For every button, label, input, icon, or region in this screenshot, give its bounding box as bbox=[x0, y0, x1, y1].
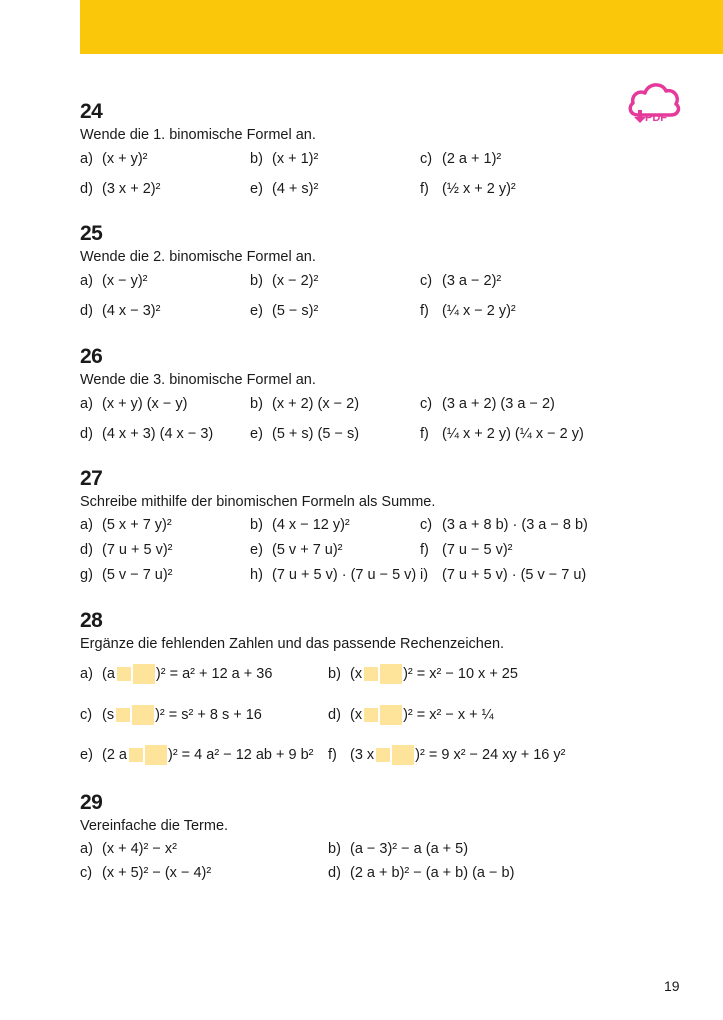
exercise-number: 26 bbox=[80, 345, 103, 368]
exercise-24 bbox=[80, 100, 316, 144]
exercise-instruction: Wende die 3. binomische Formel an. bbox=[80, 372, 316, 388]
exercise-item: i) (7 u + 5 v) · (5 v − 7 u) bbox=[420, 567, 587, 583]
exercise-item: c) (3 a − 2)² bbox=[420, 273, 502, 289]
exercise-item: e) (5 − s)² bbox=[250, 303, 319, 319]
top-color-bar bbox=[80, 0, 723, 54]
exercise-28 bbox=[80, 609, 504, 653]
exercise-number: 27 bbox=[80, 467, 103, 490]
exercise-item: e) (5 + s) (5 − s) bbox=[250, 426, 360, 442]
exercise-number: 25 bbox=[80, 222, 103, 245]
exercise-instruction: Wende die 2. binomische Formel an. bbox=[80, 249, 316, 265]
pdf-label: PDF bbox=[645, 112, 667, 124]
exercise-item: b) (x − 2)² bbox=[250, 273, 319, 289]
number-blank[interactable] bbox=[380, 664, 402, 684]
exercise-26 bbox=[80, 345, 316, 389]
operator-blank[interactable] bbox=[116, 708, 130, 722]
fill-in-item: e) (2 a )² = 4 a² − 12 ab + 9 b² bbox=[80, 745, 314, 765]
exercise-item: a) (x + 4)² − x² bbox=[80, 841, 177, 857]
exercise-number: 29 bbox=[80, 791, 103, 814]
exercise-item: d) (4 x − 3)² bbox=[80, 303, 161, 319]
exercise-item: a) (x + y) (x − y) bbox=[80, 396, 188, 412]
exercise-item: f) (½ x + 2 y)² bbox=[420, 181, 516, 197]
exercise-29 bbox=[80, 791, 228, 835]
exercise-item: g) (5 v − 7 u)² bbox=[80, 567, 173, 583]
fill-in-item: f) (3 x )² = 9 x² − 24 xy + 16 y² bbox=[328, 745, 565, 765]
exercise-number: 28 bbox=[80, 609, 103, 632]
number-blank[interactable] bbox=[145, 745, 167, 765]
exercise-item: d) (3 x + 2)² bbox=[80, 181, 161, 197]
exercise-instruction: Schreibe mithilfe der binomischen Formeln als Summe. bbox=[80, 494, 436, 510]
operator-blank[interactable] bbox=[364, 708, 378, 722]
exercise-item: c) (x + 5)² − (x − 4)² bbox=[80, 865, 212, 881]
exercise-27 bbox=[80, 467, 435, 511]
fill-in-item: c) (s )² = s² + 8 s + 16 bbox=[80, 705, 262, 725]
number-blank[interactable] bbox=[133, 664, 155, 684]
page-number: 19 bbox=[664, 978, 680, 994]
exercise-item: d) (2 a + b)² − (a + b) (a − b) bbox=[328, 865, 515, 881]
exercise-item: b) (a − 3)² − a (a + 5) bbox=[328, 841, 469, 857]
exercise-item: c) (3 a + 2) (3 a − 2) bbox=[420, 396, 555, 412]
exercise-item: f) (7 u − 5 v)² bbox=[420, 542, 513, 558]
fill-in-item: d) (x )² = x² − x + ¼ bbox=[328, 705, 494, 725]
number-blank[interactable] bbox=[132, 705, 154, 725]
operator-blank[interactable] bbox=[117, 667, 131, 681]
exercise-item: b) (x + 2) (x − 2) bbox=[250, 396, 360, 412]
operator-blank[interactable] bbox=[129, 748, 143, 762]
cloud-download-icon bbox=[626, 77, 682, 125]
exercise-item: b) (4 x − 12 y)² bbox=[250, 517, 350, 533]
exercise-instruction: Vereinfache die Terme. bbox=[80, 818, 229, 834]
operator-blank[interactable] bbox=[364, 667, 378, 681]
exercise-item: d) (7 u + 5 v)² bbox=[80, 542, 173, 558]
exercise-item: a) (x + y)² bbox=[80, 151, 148, 167]
exercise-item: a) (x − y)² bbox=[80, 273, 148, 289]
fill-in-item: a) (a )² = a² + 12 a + 36 bbox=[80, 664, 272, 684]
fill-in-item: b) (x )² = x² − 10 x + 25 bbox=[328, 664, 518, 684]
exercise-number: 24 bbox=[80, 100, 103, 123]
exercise-item: e) (5 v + 7 u)² bbox=[250, 542, 343, 558]
exercise-instruction: Ergänze die fehlenden Zahlen und das passende Rechenzeichen. bbox=[80, 636, 505, 652]
exercise-item: c) (2 a + 1)² bbox=[420, 151, 502, 167]
number-blank[interactable] bbox=[392, 745, 414, 765]
operator-blank[interactable] bbox=[376, 748, 390, 762]
exercise-item: a) (5 x + 7 y)² bbox=[80, 517, 172, 533]
number-blank[interactable] bbox=[380, 705, 402, 725]
exercise-item: f) (¼ x − 2 y)² bbox=[420, 303, 516, 319]
exercise-item: h) (7 u + 5 v) · (7 u − 5 v) bbox=[250, 567, 417, 583]
exercise-instruction: Wende die 1. binomische Formel an. bbox=[80, 127, 316, 143]
exercise-item: b) (x + 1)² bbox=[250, 151, 319, 167]
exercise-25 bbox=[80, 222, 316, 266]
exercise-item: c) (3 a + 8 b) · (3 a − 8 b) bbox=[420, 517, 588, 533]
exercise-item: f) (¼ x + 2 y) (¼ x − 2 y) bbox=[420, 426, 584, 442]
exercise-item: e) (4 + s)² bbox=[250, 181, 319, 197]
exercise-item: d) (4 x + 3) (4 x − 3) bbox=[80, 426, 214, 442]
pdf-download-icon[interactable] bbox=[626, 77, 682, 125]
